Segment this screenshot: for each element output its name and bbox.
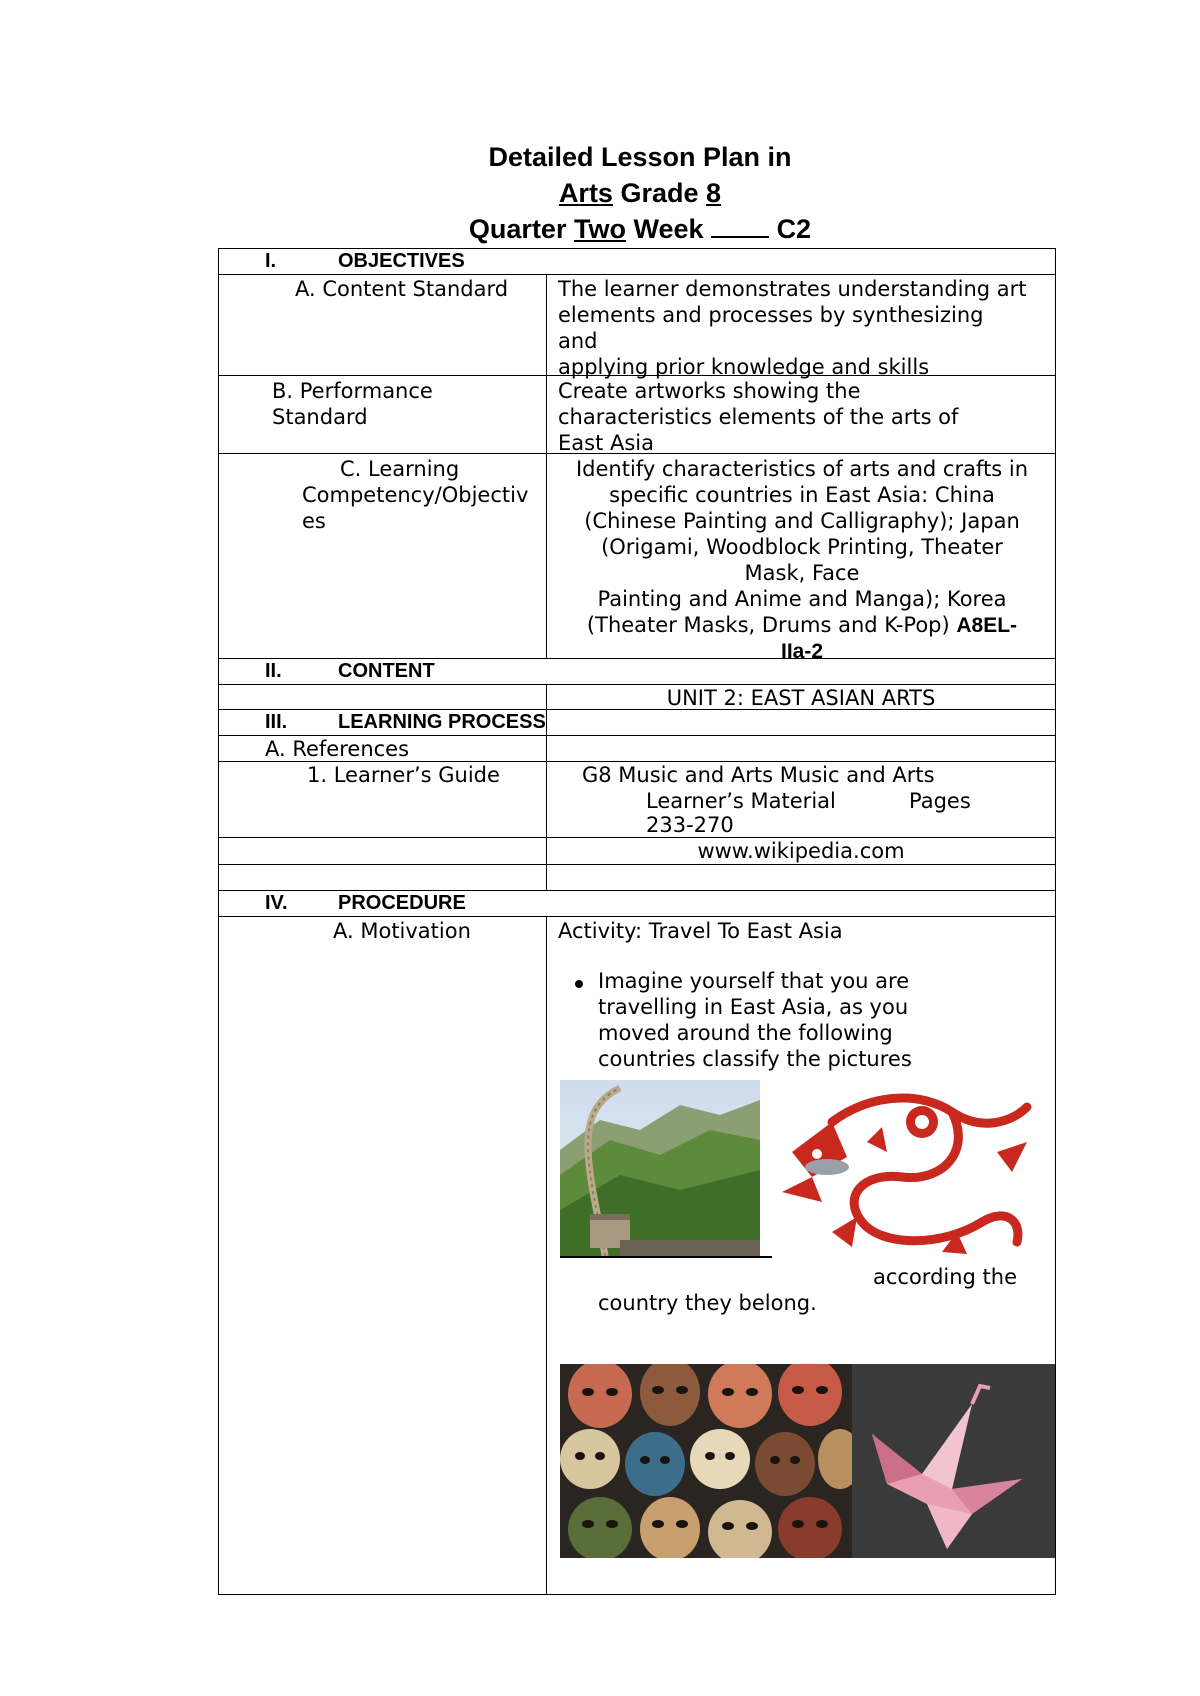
korean-masks-image <box>560 1364 852 1558</box>
continuation-text-1: according the <box>873 1265 1018 1289</box>
table-divider <box>546 274 547 658</box>
label-line: Competency/Objectiv <box>302 483 529 507</box>
guide-line-3: 233-270 <box>646 813 734 837</box>
text-line: specific countries in East Asia: China <box>609 483 995 507</box>
text-line: Mask, Face <box>744 561 860 585</box>
references-label: A. References <box>265 737 410 761</box>
paper-cut-dragon-image <box>772 1082 1052 1260</box>
text-line: applying prior knowledge and skills <box>558 355 930 379</box>
text-line: travelling in East Asia, as you <box>598 995 909 1019</box>
title-line-2 <box>0 178 1200 209</box>
learning-competency-label <box>302 456 542 534</box>
text-line: elements and processes by synthesizing <box>558 303 984 327</box>
website: www.wikipedia.com <box>697 839 905 863</box>
table-rule <box>218 274 1056 275</box>
section-procedure-label: PROCEDURE <box>338 892 466 914</box>
origami-crane-image <box>852 1364 1055 1558</box>
label-line: C. Learning <box>340 457 460 481</box>
competency-code: IIa-2 <box>780 640 824 663</box>
text-line: characteristics elements of the arts of <box>558 405 959 429</box>
text-line: (Chinese Painting and Calligraphy); Japan <box>584 509 1020 533</box>
title-line-3 <box>0 214 1200 245</box>
competency-code: A8EL- <box>956 614 1018 637</box>
subject: Arts <box>558 178 613 208</box>
learning-competency-text <box>550 456 1054 665</box>
learners-guide-label: 1. Learner’s Guide <box>307 763 500 787</box>
performance-standard-text <box>558 378 1048 456</box>
grade-word: Grade <box>620 178 699 208</box>
grade: 8 <box>706 178 722 208</box>
content-standard-label: A. Content Standard <box>295 277 509 301</box>
table-rule <box>218 916 1056 917</box>
text-line: Imagine yourself that you are <box>598 969 910 993</box>
quarter-word: Quarter <box>468 214 567 244</box>
text-line: Create artworks showing the <box>558 379 861 403</box>
section-content-label: CONTENT <box>338 660 435 682</box>
guide-line-2: Learner’s Material <box>646 789 836 813</box>
table-right-border <box>1055 248 1056 1594</box>
text-line: countries classify the pictures <box>598 1047 912 1071</box>
week-word: Week <box>633 214 704 244</box>
text-line: Identify characteristics of arts and crafts in <box>575 457 1029 481</box>
text-line: East Asia <box>558 431 654 455</box>
text-line: and <box>558 329 598 353</box>
table-divider <box>546 916 547 1594</box>
activity-bullet-text <box>598 968 912 1072</box>
week-blank <box>711 214 769 238</box>
table-rule <box>218 1594 1056 1595</box>
guide-pages: Pages <box>909 789 971 813</box>
section-learning-process-label: LEARNING PROCESS <box>338 711 546 733</box>
guide-line-1: G8 Music and Arts Music and Arts <box>582 763 935 787</box>
section-procedure-num: IV. <box>265 892 288 914</box>
text-line: (Origami, Woodblock Printing, Theater <box>601 535 1003 559</box>
label-line: B. Performance <box>272 379 433 403</box>
text-segment: (Theater Masks, Drums and K-Pop) <box>586 613 950 637</box>
section-objectives-label: OBJECTIVES <box>338 250 465 272</box>
text-line: The learner demonstrates understanding art <box>558 277 1027 301</box>
title-line-1: Detailed Lesson Plan in <box>488 142 792 172</box>
content-standard-text <box>558 276 1058 380</box>
label-line: Standard <box>272 405 368 429</box>
motivation-label: A. Motivation <box>333 919 471 943</box>
activity-title: Activity: Travel To East Asia <box>558 919 843 943</box>
performance-standard-label <box>272 378 433 430</box>
code: C2 <box>776 214 812 244</box>
text-line <box>550 612 1054 639</box>
continuation-text-2: country they belong. <box>598 1291 817 1315</box>
table-left-border <box>218 248 219 1594</box>
great-wall-image <box>560 1080 760 1256</box>
quarter: Two <box>573 214 626 244</box>
section-content-num: II. <box>265 660 282 682</box>
section-learning-process-num: III. <box>265 711 288 733</box>
bullet-icon <box>575 980 583 988</box>
text-line: moved around the following <box>598 1021 893 1045</box>
content-value: UNIT 2: EAST ASIAN ARTS <box>666 686 936 710</box>
label-line: es <box>302 509 326 533</box>
table-rule <box>218 864 1056 865</box>
section-objectives-num: I. <box>265 250 277 272</box>
text-line: Painting and Anime and Manga); Korea <box>597 587 1007 611</box>
